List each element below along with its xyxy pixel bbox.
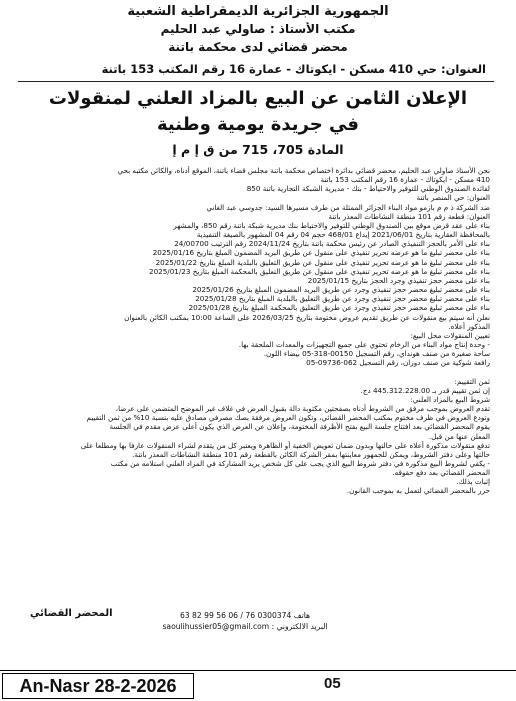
- body-line: بناء على محضر تبليغ ما هو عرضه تحرير تنفيذي على منقول عن طريق التعليق بالمحكمة المبلغ بتاريخ 2025/01/23: [149, 266, 490, 276]
- body-line: بالمحافظة العقارية بتاريخ 2021/06/01 إيداع 468/01 حجم 04 رقم 04 المشهور بالصيغة التنفيذية: [196, 230, 490, 240]
- body-line: بناء على الأمر بالحجز التنفيذي الصادر عن رئيس محكمة باتنة بتاريخ 2024/11/24 رقم الترتيب 24/00700: [174, 239, 490, 249]
- body-line: إن ثمن تقييم قدر بـ 445.312.228.00 دج.: [360, 385, 490, 395]
- body-line: المحضر القضائي بعد دفع حقوقه.: [392, 468, 490, 478]
- body-line: إثبات بذلك.: [456, 477, 490, 487]
- office-name: مكتب الأستاذ : صاولي عبد الحليم: [160, 22, 356, 36]
- body-line: تدفع منقولات مذكورة أعلاه على حالتها وبدون ضمان تعويض الخفية أو الظاهرة ويعتبر كل من يتقدم لشراء المنقولات عارفا بها ومطلعا على: [80, 440, 490, 450]
- notice-body: [22, 166, 490, 650]
- body-line: بناء على محضر تبليغ محضر حجز تنفيذي وجرد عن طريق التعليق بالبلدية المبلغ بتاريخ 2025/01/28: [195, 294, 490, 304]
- body-line: بناء على عقد قرض موقع بين الصندوق الوطني للتوفير والاحتياط بنك مديرية شبكة باتنة رقم 850، والمشهر: [173, 220, 490, 230]
- body-line: بناء على محضر تبليغ ما هو عرضه تحرير تنفيذي على منقول عن طريق التعليق بالبلدية المبلغ بتاريخ 2025/01/22: [155, 257, 490, 267]
- body-line: نحن الأستاذ صاولي عبد الحليم، محضر قضائي بدائرة اختصاص محكمة باتنة مجلس قضاء باتنة، الموقع أدناه، والكائن مكتبه بحي: [117, 166, 490, 175]
- body-line: ضد الشركة ذ م م بازمو مواد البناء الجزائر الممثلة من طرف مسيرها السيد: جدوسي عبد الغاني: [206, 202, 490, 212]
- body-line: يقوم المحضر القضائي بعد افتتاح جلسة البيع بفتح الأظرفة المختومة، وإعلان عن العرض الذي يكون أعلى عرض مقدم في الجلسة: [109, 422, 490, 432]
- publication-date: An-Nasr 28-2-2026: [2, 673, 194, 699]
- body-line: وتودع العروض في ظرف مختوم بمكتب المحضر القضائي، وتكون العروض مرفقة بصك مصرفي مصادق عليه بنسبة 10% من ثمن التقييم: [86, 413, 490, 423]
- body-line: بناء على محضر حجز تنفيذي وجرد الحجز بتاريخ 2025/01/15: [307, 275, 490, 285]
- notice-title: الإعلان الثامن عن البيع بالمزاد العلني لمنقولات: [48, 88, 468, 109]
- bailiff-court: محضر قضائي لدى محكمة باتنة: [168, 40, 348, 54]
- body-line: - يكفي لشروط البيع مذكورة في دفتر شروط البيع الذي يجب على كل شخص يريد المشاركة في المزاد العلني استلامه من مكتب: [110, 459, 490, 468]
- page-number: 05: [324, 675, 341, 692]
- body-line: بناء على محضر تبليغ محضر حجز تنفيذي وجرد عن طريق التعليق بالمحكمة المبلغ بتاريخ 2025/01/28: [188, 303, 490, 313]
- body-line: - وحدة إنتاج مواد البناء من الرخام تحتوي على جميع التجهيزات والمعدات الملحقة بها.: [238, 339, 490, 349]
- body-line: [22, 367, 490, 376]
- body-line: لفائدة الصندوق الوطني للتوفير والاحتياط - بنك - مديرية الشبكة التجارية باتنة 850: [246, 184, 490, 194]
- office-address: العنوان: حي 410 مسكن - ايكوتاك - عمارة 16 رقم المكتب 153 باتنة: [101, 62, 486, 76]
- body-line: العنوان: حي المنصر باتنة: [416, 193, 490, 203]
- body-line: 410 مسكن - ايكوتاك - عمارة 16 رقم المكتب 153 باتنة: [320, 175, 490, 185]
- body-line: حالتها وعلى دفتر الشروط، ويمكن للجمهور معاينتها بمقر الشركة الكائن بالقطعة رقم 101 منطقة النشاطات المعذر باتنة.: [132, 449, 490, 459]
- body-line: شروط البيع بالمزاد العلني:: [410, 394, 490, 404]
- body-line: ثمن التقييم:: [454, 376, 490, 386]
- body-line: المذكور أعلاه.: [448, 321, 490, 331]
- body-line: تعيين المنقولات محل البيع:: [410, 330, 490, 340]
- body-line: ساحة صغيرة من صنف هونداي، رقم التسجيل 00150-318-05 بيضاء اللون.: [263, 349, 490, 359]
- notice-subtitle: في جريدة يومية وطنية: [157, 114, 359, 135]
- body-line: نعلن أنه سيتم بيع منقولات عن طريق تقديم عروض مختومة بتاريخ 2026/03/25 على الساعة 10:00 بمكتب الكائن بالعنوان: [124, 312, 490, 322]
- phone-numbers: هاتف 0300374 76 / 06 56 99 82 63: [179, 611, 311, 620]
- body-line: رافعة شوكية من صنف دوزان، رقم التسجيل 062-09736-05: [306, 358, 490, 368]
- signature-label: المحضر القضائي: [30, 608, 113, 619]
- page-footer: [0, 670, 516, 701]
- body-line: حرر بالمحضر القضائي لتعمل به بموجب القانون.: [346, 486, 490, 496]
- body-line: تقدم العروض بموجب مرفق من الشروط أدناه بصفحتين مكتوبة دالة بقبول العرض في غلاف غير الموضح المتضمن على عرضا،: [115, 404, 490, 414]
- header-divider: [18, 81, 494, 82]
- email-address: البريد الالكتروني : saoulihussier05@gmail.com: [162, 622, 328, 631]
- body-line: المعلن عنها من قبل.: [428, 431, 490, 441]
- body-line: بناء على محضر تبليغ محضر حجز تنفيذي وجرد عن طريق البريد المضمون المبلغ بتاريخ 2025/01/26: [192, 285, 490, 295]
- body-line: بناء على محضر تبليغ ما هو عرضه تحرير تنفيذي على منقول عن طريق البريد المضمون المبلغ بتاريخ 2025/01/16: [152, 248, 490, 258]
- republic-header: الجمهورية الجزائرية الديمقراطية الشعبية: [127, 4, 389, 19]
- legal-articles: المادة 705، 715 من ق إ م إ: [172, 142, 344, 157]
- body-line: العنوان: قطعة رقم 101 منطقة النشاطات المعذر باتنة: [328, 211, 490, 221]
